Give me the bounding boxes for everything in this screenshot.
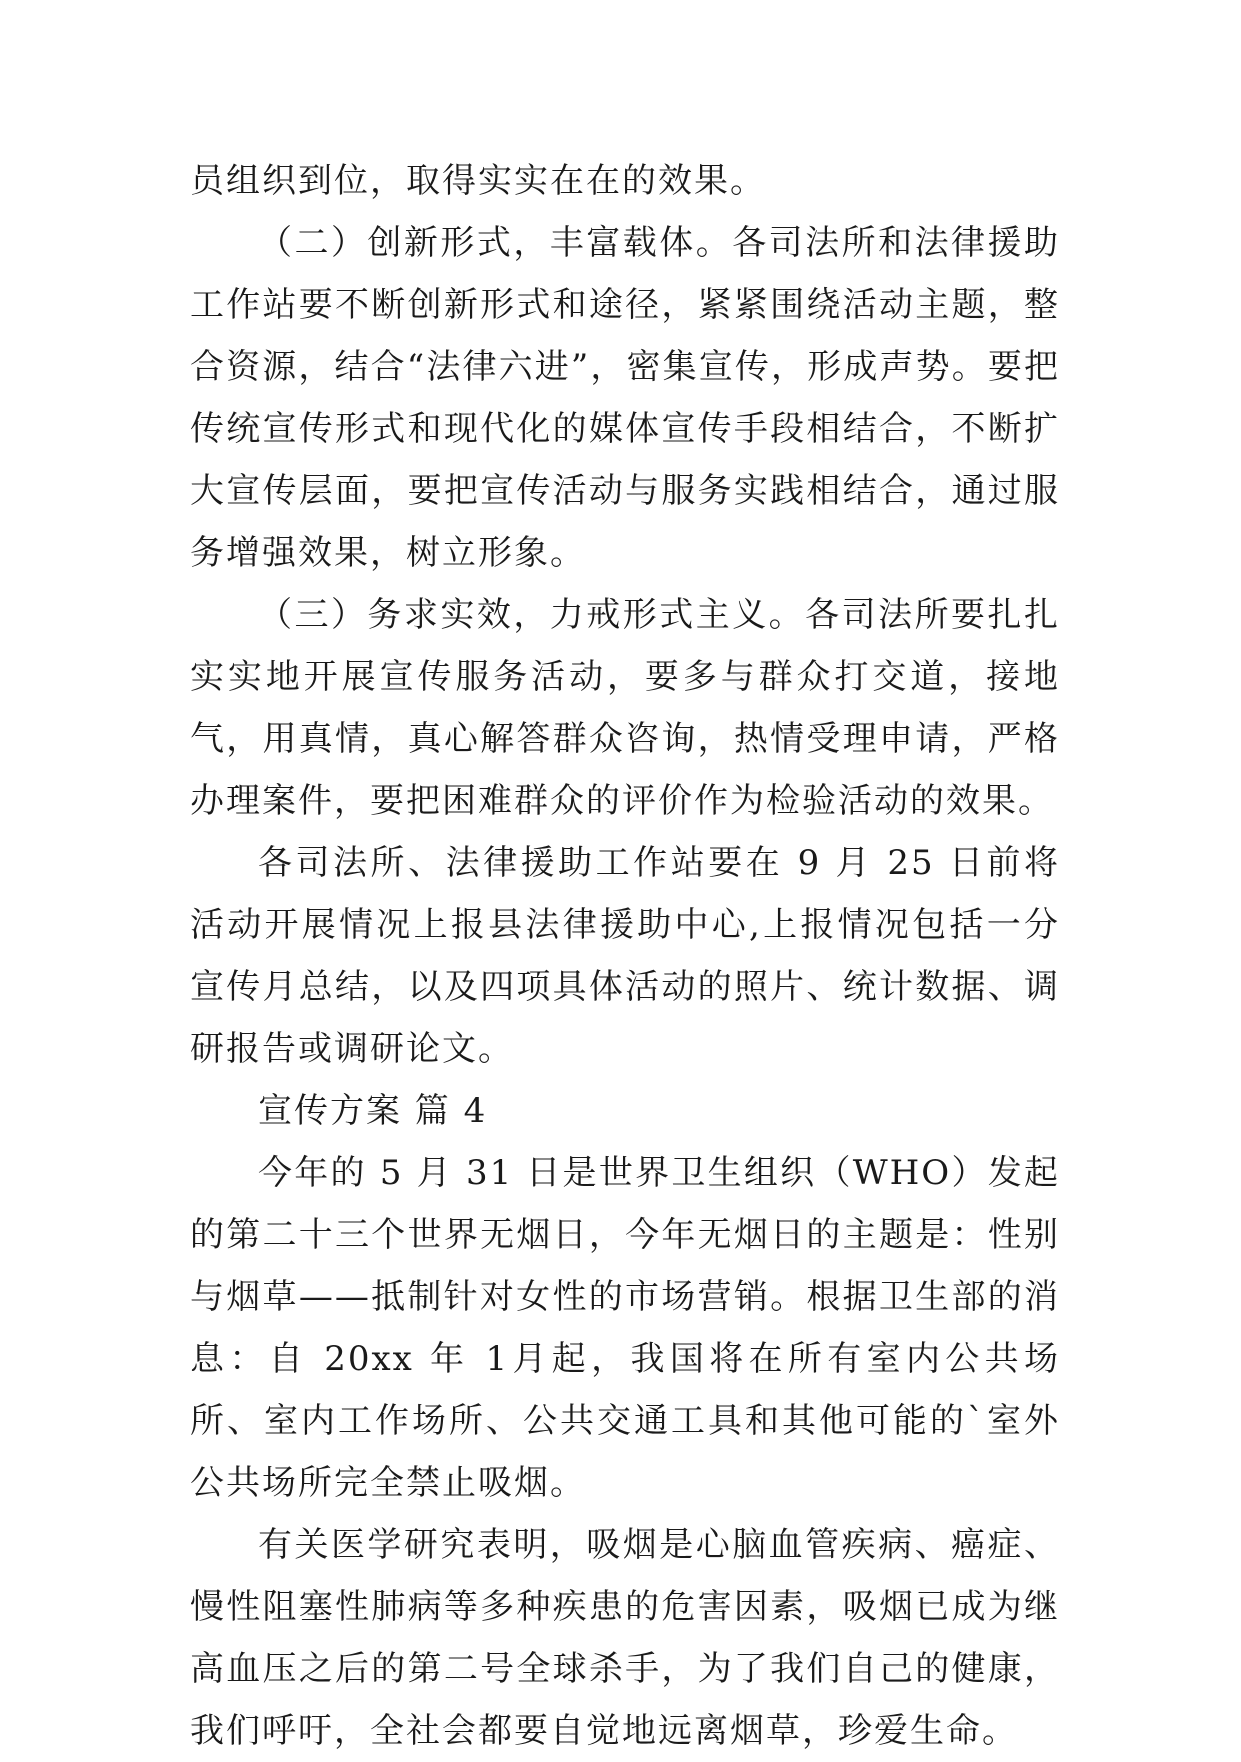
paragraph-health-research: 有关医学研究表明，吸烟是心脑血管疾病、癌症、慢性阻塞性肺病等多种疾患的危害因素，吸烟已成为继高血压之后的第二号全球杀手，为了我们自己的健康，我们呼吁，全社会都要自觉地远离烟草，珍爱生命。 [190, 1525, 1060, 1751]
document-body [190, 150, 1060, 1762]
paragraph-innovate-forms: （二）创新形式，丰富载体。各司法所和法律援助工作站要不断创新形式和途径，紧紧围绕活动主题，整合资源，结合“法律六进”，密集宣传，形成声势。要把传统宣传形式和现代化的媒体宣传手段相结合，不断扩大宣传层面，要把宣传活动与服务实践相结合，通过服务增强效果，树立形象。 [190, 223, 1060, 573]
paragraph-seek-results: （三）务求实效，力戒形式主义。各司法所要扎扎实实地开展宣传服务活动，要多与群众打交道，接地气，用真情，真心解答群众咨询，热情受理申请，严格办理案件，要把困难群众的评价作为检验活动的效果。 [190, 595, 1060, 821]
section-heading: 宣传方案 篇 4 [258, 1091, 488, 1131]
paragraph-continuation: 员组织到位，取得实实在在的效果。 [190, 161, 766, 201]
paragraph-no-tobacco-day: 今年的 5 月 31 日是世界卫生组织（WHO）发起的第二十三个世界无烟日，今年无烟日的主题是：性别与烟草——抵制针对女性的市场营销。根据卫生部的消息：自 20xx 年 1月起，我国将在所有室内公共场所、室内工作场所、公共交通工具和其他可能的`室外公共场所完全禁止吸烟。 [190, 1153, 1060, 1503]
paragraph-reporting: 各司法所、法律援助工作站要在 9 月 25 日前将活动开展情况上报县法律援助中心,上报情况包括一分宣传月总结，以及四项具体活动的照片、统计数据、调研报告或调研论文。 [190, 843, 1060, 1069]
